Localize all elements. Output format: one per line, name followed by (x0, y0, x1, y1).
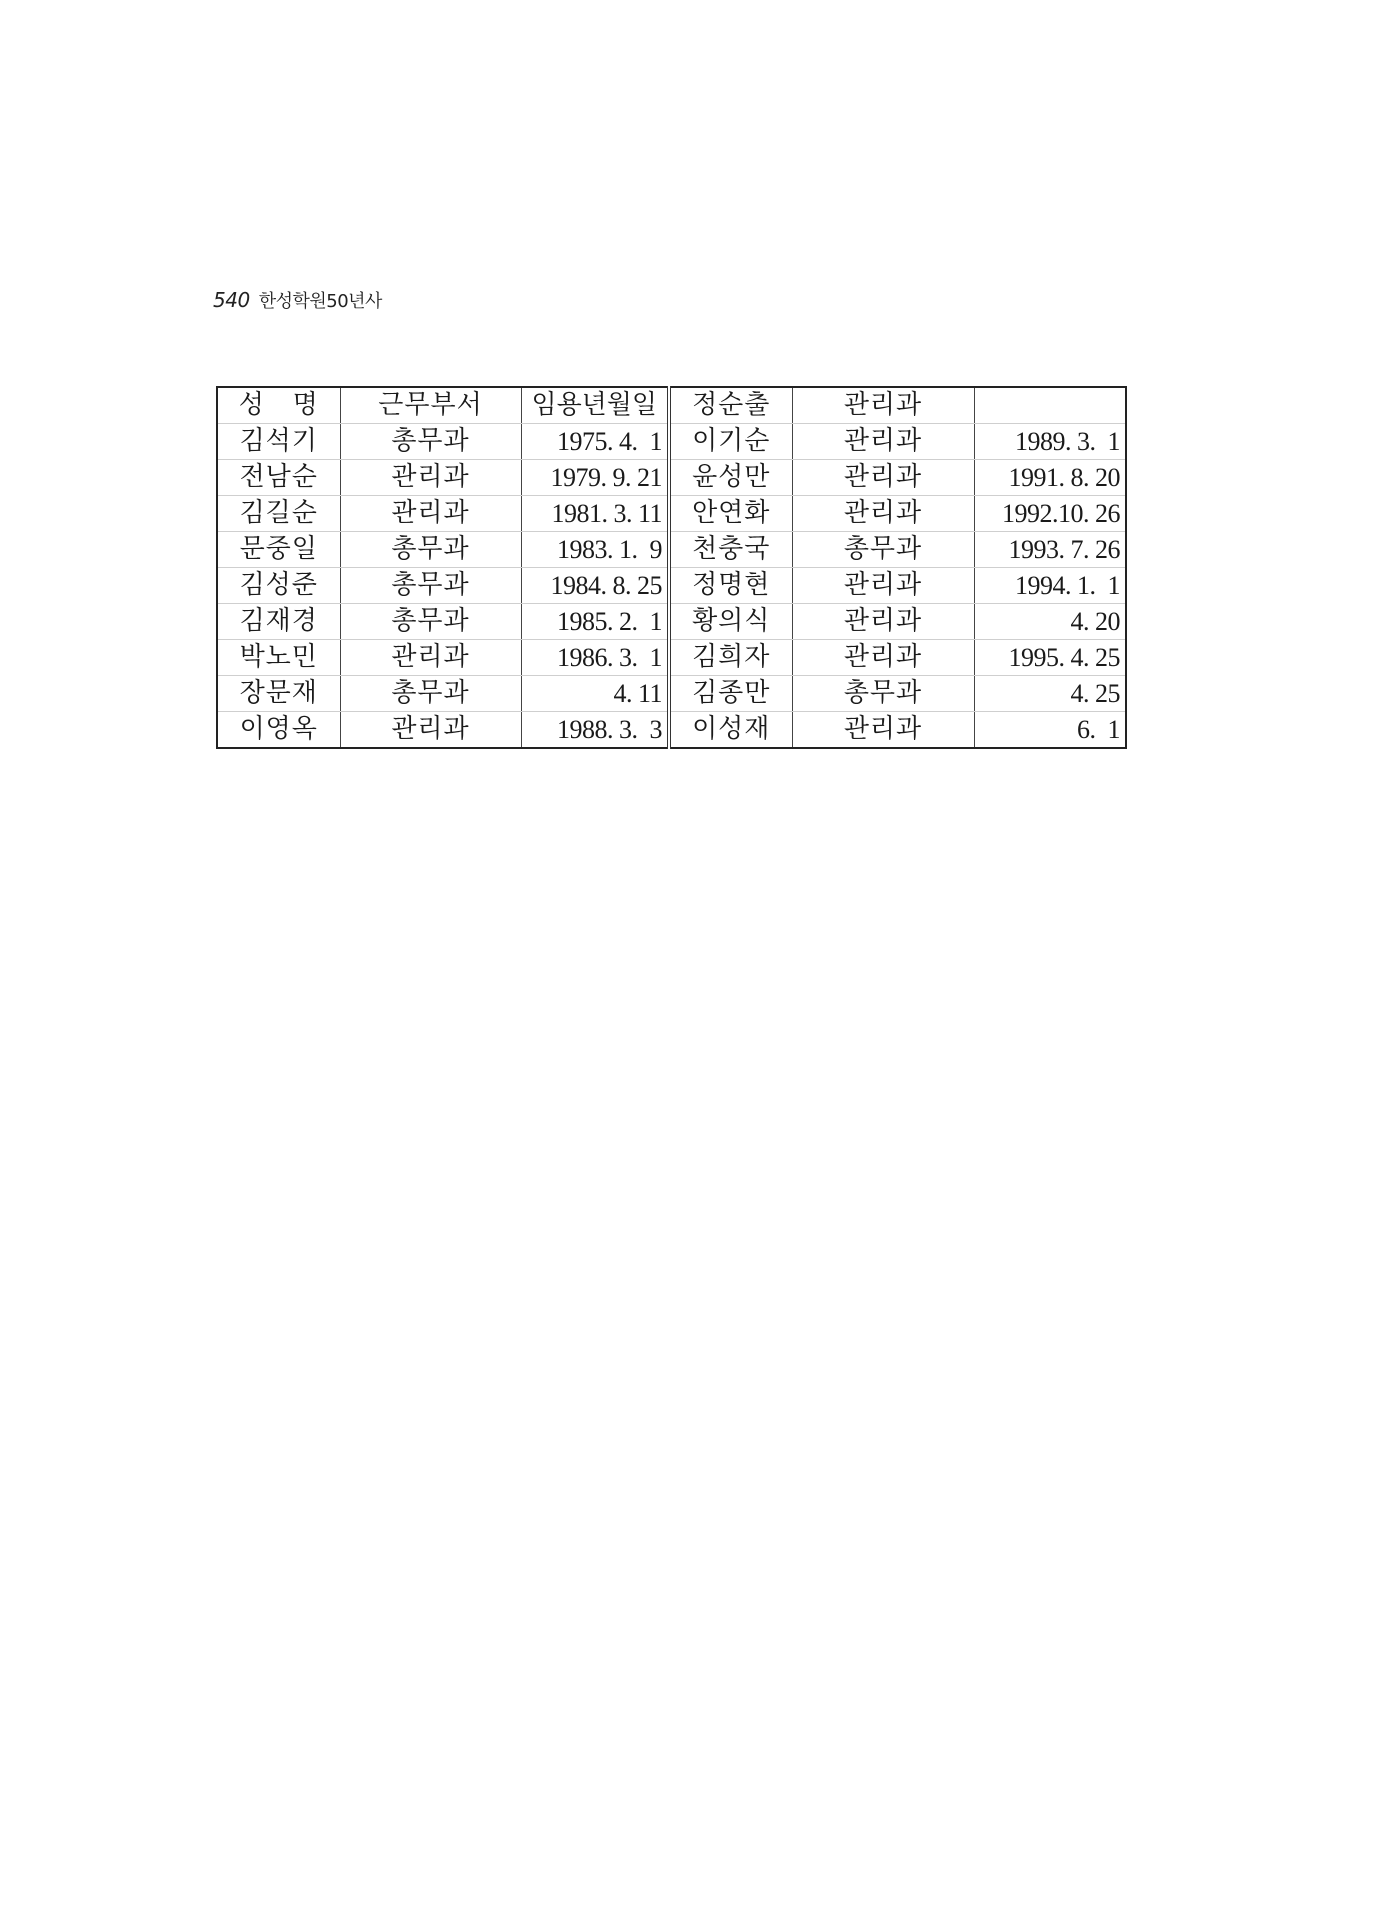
table-cell: 4. 25 (974, 676, 1126, 712)
table-cell: 관리과 (792, 387, 974, 424)
table-cell: 이기순 (669, 424, 792, 460)
table-cell: 김성준 (217, 568, 340, 604)
table-cell: 관리과 (340, 460, 521, 496)
table-cell: 총무과 (792, 532, 974, 568)
table-cell: 총무과 (340, 568, 521, 604)
table-cell: 1992.10. 26 (974, 496, 1126, 532)
table-cell: 박노민 (217, 640, 340, 676)
table-row (217, 496, 1126, 532)
table-cell: 문중일 (217, 532, 340, 568)
staff-table (216, 386, 1127, 749)
table-header-row (217, 387, 1126, 424)
table-cell: 1989. 3. 1 (974, 424, 1126, 460)
book-title: 한성학원50년사 (258, 291, 382, 312)
table-cell: 전남순 (217, 460, 340, 496)
table-cell: 안연화 (669, 496, 792, 532)
table-cell: 관리과 (340, 640, 521, 676)
table-cell: 관리과 (792, 604, 974, 640)
table-cell: 1993. 7. 26 (974, 532, 1126, 568)
table-cell: 1985. 2. 1 (521, 604, 669, 640)
table-row (217, 604, 1126, 640)
running-head (213, 287, 382, 315)
table-cell: 관리과 (792, 712, 974, 749)
table-row (217, 460, 1126, 496)
table-cell: 관리과 (792, 424, 974, 460)
table-cell: 1975. 4. 1 (521, 424, 669, 460)
table-cell: 4. 20 (974, 604, 1126, 640)
table-row (217, 712, 1126, 749)
table-cell: 총무과 (340, 532, 521, 568)
table-row (217, 424, 1126, 460)
page-number: 540 (213, 288, 250, 312)
table-cell: 정순출 (669, 387, 792, 424)
table-cell: 이영옥 (217, 712, 340, 749)
header-cell-appointment-date: 임용년월일 (521, 387, 669, 424)
table-cell: 윤성만 (669, 460, 792, 496)
table-cell: 관리과 (792, 496, 974, 532)
table-cell: 1984. 8. 25 (521, 568, 669, 604)
table-cell: 관리과 (792, 640, 974, 676)
table-cell: 관리과 (792, 460, 974, 496)
table-cell: 총무과 (340, 676, 521, 712)
table-cell: 4. 11 (521, 676, 669, 712)
table-cell: 1991. 8. 20 (974, 460, 1126, 496)
table-cell: 관리과 (792, 568, 974, 604)
table-cell: 김길순 (217, 496, 340, 532)
table-cell: 천충국 (669, 532, 792, 568)
table-cell: 총무과 (340, 424, 521, 460)
table-cell: 총무과 (340, 604, 521, 640)
table-cell: 정명현 (669, 568, 792, 604)
table-cell: 1983. 1. 9 (521, 532, 669, 568)
table-cell: 관리과 (340, 496, 521, 532)
table-cell: 1979. 9. 21 (521, 460, 669, 496)
table-cell: 총무과 (792, 676, 974, 712)
table-cell: 1981. 3. 11 (521, 496, 669, 532)
table-cell: 장문재 (217, 676, 340, 712)
table-cell: 6. 1 (974, 712, 1126, 749)
table-cell: 관리과 (340, 712, 521, 749)
table-cell: 김재경 (217, 604, 340, 640)
table-row (217, 676, 1126, 712)
table-cell: 1988. 3. 3 (521, 712, 669, 749)
table-cell: 황의식 (669, 604, 792, 640)
table-row (217, 640, 1126, 676)
header-cell-department: 근무부서 (340, 387, 521, 424)
table-cell: 김석기 (217, 424, 340, 460)
table-row (217, 568, 1126, 604)
table-cell: 김희자 (669, 640, 792, 676)
table-row (217, 532, 1126, 568)
table-cell: 1986. 3. 1 (521, 640, 669, 676)
table-cell: 1995. 4. 25 (974, 640, 1126, 676)
header-cell-name: 성 명 (217, 387, 340, 424)
table-cell (974, 387, 1126, 424)
table-cell: 이성재 (669, 712, 792, 749)
table-cell: 1994. 1. 1 (974, 568, 1126, 604)
table-cell: 김종만 (669, 676, 792, 712)
